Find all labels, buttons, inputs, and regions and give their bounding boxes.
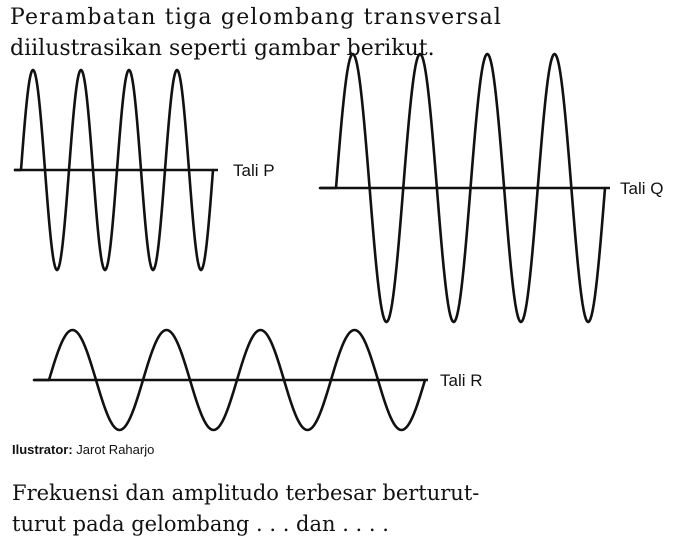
intro-line-1: Perambatan tiga gelombang transversal (10, 5, 503, 30)
question-line-1: Frekuensi dan amplitudo terbesar berturut- (12, 481, 480, 505)
question-line-2: turut pada gelombang . . . dan . . . . (12, 512, 389, 536)
question-text (12, 478, 572, 540)
wave-p-group (14, 70, 275, 270)
intro-line-2: diilustrasikan seperti gambar berikut. (10, 36, 435, 61)
wave-p-label: Tali P (233, 161, 275, 180)
wave-q-group (320, 54, 663, 322)
illustrator-name: Jarot Raharjo (76, 442, 155, 457)
wave-q-label: Tali Q (620, 179, 664, 198)
illustrator-credit (12, 442, 154, 457)
illustrator-label: Ilustrator: (12, 442, 73, 457)
wave-r-label: Tali R (440, 371, 483, 390)
wave-r-group (34, 330, 483, 430)
